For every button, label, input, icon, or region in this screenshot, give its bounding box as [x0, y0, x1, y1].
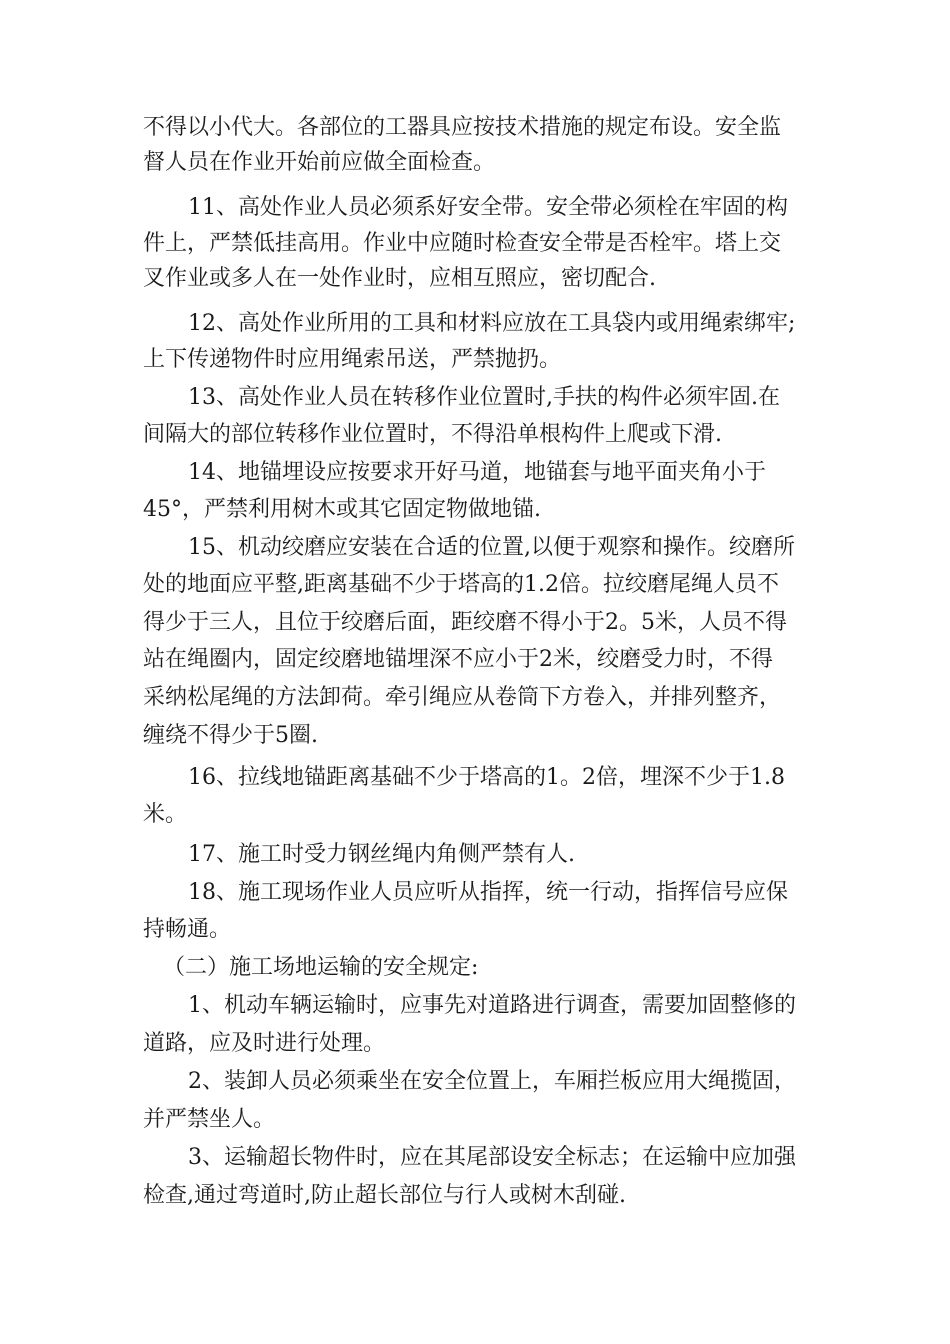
text-line: 检查,通过弯道时,防止超长部位与行人或树木刮碰. — [143, 1183, 626, 1208]
text-line: 15、机动绞磨应安装在合适的位置,以便于观察和操作。绞磨所 — [188, 535, 795, 560]
text-line: 11、高处作业人员必须系好安全带。安全带必须栓在牢固的构 — [188, 195, 788, 220]
text-line: 1、机动车辆运输时，应事先对道路进行调查，需要加固整修的 — [188, 993, 796, 1018]
text-line: 并严禁坐人。 — [143, 1107, 276, 1132]
text-line: 16、拉线地锚距离基础不少于塔高的1。2倍，埋深不少于1.8 — [188, 765, 785, 790]
text-line: 站在绳圈内，固定绞磨地锚埋深不应小于2米，绞磨受力时，不得 — [143, 647, 773, 672]
text-line: 上下传递物件时应用绳索吊送，严禁抛扔。 — [143, 347, 562, 372]
text-line: 督人员在作业开始前应做全面检查。 — [143, 150, 496, 175]
text-line: 14、地锚埋设应按要求开好马道，地锚套与地平面夹角小于 — [188, 460, 766, 485]
text-line: 道路，应及时进行处理。 — [143, 1031, 386, 1056]
text-line: 13、高处作业人员在转移作业位置时,手扶的构件必须牢固.在 — [188, 385, 780, 410]
section-heading: （二）施工场地运输的安全规定: — [163, 955, 479, 980]
text-line: 18、施工现场作业人员应听从指挥，统一行动，指挥信号应保 — [188, 880, 788, 905]
text-line: 件上，严禁低挂高用。作业中应随时检查安全带是否栓牢。塔上交 — [143, 231, 782, 256]
text-line: 45°，严禁利用树木或其它固定物做地锚. — [143, 497, 541, 522]
text-line: 处的地面应平整,距离基础不少于塔高的1.2倍。拉绞磨尾绳人员不 — [143, 572, 779, 597]
text-line: 采纳松尾绳的方法卸荷。牵引绳应从卷筒下方卷入，并排列整齐， — [143, 685, 782, 710]
text-line: 持畅通。 — [143, 917, 232, 942]
text-line: 12、高处作业所用的工具和材料应放在工具袋内或用绳索绑牢; — [188, 311, 796, 336]
text-line: 缠绕不得少于5圈. — [143, 723, 318, 748]
text-line: 不得以小代大。各部位的工器具应按技术措施的规定布设。安全监 — [143, 115, 782, 140]
text-line: 叉作业或多人在一处作业时，应相互照应，密切配合. — [143, 266, 656, 291]
text-line: 2、装卸人员必须乘坐在安全位置上，车厢拦板应用大绳揽固， — [188, 1069, 796, 1094]
text-line: 17、施工时受力钢丝绳内角侧严禁有人. — [188, 842, 575, 867]
text-line: 3、运输超长物件时，应在其尾部设安全标志；在运输中应加强 — [188, 1145, 796, 1170]
text-line: 米。 — [143, 802, 188, 827]
text-line: 间隔大的部位转移作业位置时，不得沿单根构件上爬或下滑. — [143, 422, 722, 447]
text-line: 得少于三人，且位于绞磨后面，距绞磨不得小于2。5米，人员不得 — [143, 610, 787, 635]
